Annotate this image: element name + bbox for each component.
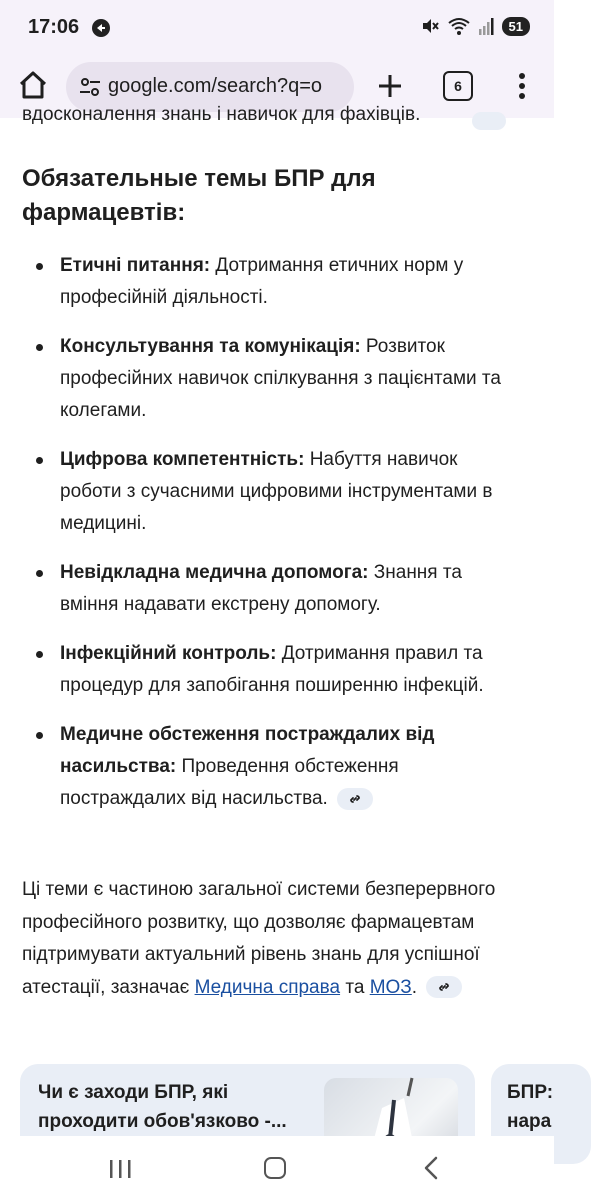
list-item-text: Проведення обстеження постраждалих від насильства.	[60, 756, 399, 809]
source-link-chip[interactable]	[472, 112, 506, 130]
list-item-term: Інфекційний контроль:	[60, 643, 277, 664]
list-item	[22, 444, 522, 540]
list-item	[22, 557, 522, 621]
summary-end: .	[411, 976, 418, 998]
list-item-text: Набуття навичок роботи з сучасними цифровими інструментами в медицині.	[60, 449, 493, 534]
site-settings-icon[interactable]	[78, 75, 102, 99]
status-bar	[0, 0, 554, 56]
summary-paragraph	[22, 874, 526, 1004]
status-time: 17:06	[28, 16, 80, 38]
wifi-icon	[448, 16, 470, 36]
card-title[interactable]: БПР: нара	[507, 1082, 554, 1132]
source-link-medychna-sprava[interactable]: Медична справа	[194, 976, 341, 998]
summary-between: та	[340, 976, 370, 998]
summary-text: Ці теми є частиною загальної системи безперервного професійного розвитку, що дозволяє фармацевтам підтримувати актуальний рівень знань для успішної атестації, зазначає	[22, 879, 496, 998]
new-tab-icon[interactable]	[374, 70, 406, 102]
recents-icon[interactable]	[108, 1158, 132, 1180]
list-item	[22, 331, 522, 427]
list-item-text: Дотримання етичних норм у професійній діяльності.	[60, 255, 464, 308]
search-result-content	[0, 104, 554, 1136]
signal-icon	[478, 17, 494, 35]
section-heading: Обязательные темы БПР для фармацевтів:	[22, 165, 376, 226]
notification-app-icon	[92, 19, 110, 37]
source-link-chip[interactable]	[426, 976, 462, 998]
link-icon	[348, 792, 362, 806]
list-item-term: Консультування та комунікація:	[60, 336, 361, 357]
topics-list	[22, 250, 522, 832]
battery-indicator: 51	[502, 17, 530, 36]
clipped-text-line: вдосконалення знань і навичок для фахівців.	[22, 104, 421, 125]
tab-switcher-button[interactable]	[443, 71, 473, 101]
url-text[interactable]: google.com/search?q=o	[108, 75, 323, 97]
list-item	[22, 719, 522, 815]
home-icon[interactable]	[16, 68, 50, 102]
system-navigation-bar	[0, 1136, 554, 1200]
source-link-moz[interactable]: МОЗ	[369, 976, 412, 998]
status-icons	[420, 16, 530, 36]
list-item-text: Знання та вміння надавати екстрену допомогу.	[60, 562, 462, 615]
home-nav-icon[interactable]	[264, 1157, 286, 1179]
back-icon[interactable]	[422, 1156, 440, 1180]
list-item	[22, 250, 522, 314]
more-menu-icon[interactable]	[512, 70, 532, 102]
source-link-chip[interactable]	[337, 788, 373, 810]
list-item	[22, 638, 522, 702]
list-item-term: Цифрова компетентність:	[60, 449, 305, 470]
tab-count: 6	[454, 78, 462, 94]
list-item-text: Розвиток професійних навичок спілкування з пацієнтами та колегами.	[60, 336, 501, 421]
list-item-term: Невідкладна медична допомога:	[60, 562, 369, 583]
card-title[interactable]: Чи є заходи БПР, які проходити обов'язково -...	[38, 1082, 287, 1132]
list-item-term: Етичні питання:	[60, 255, 211, 276]
list-item-term: Медичне обстеження постраждалих від насильства:	[60, 724, 435, 777]
link-icon	[437, 980, 451, 994]
mute-icon	[420, 16, 440, 36]
list-item-text: Дотримання правил та процедур для запобігання поширенню інфекцій.	[60, 643, 484, 696]
